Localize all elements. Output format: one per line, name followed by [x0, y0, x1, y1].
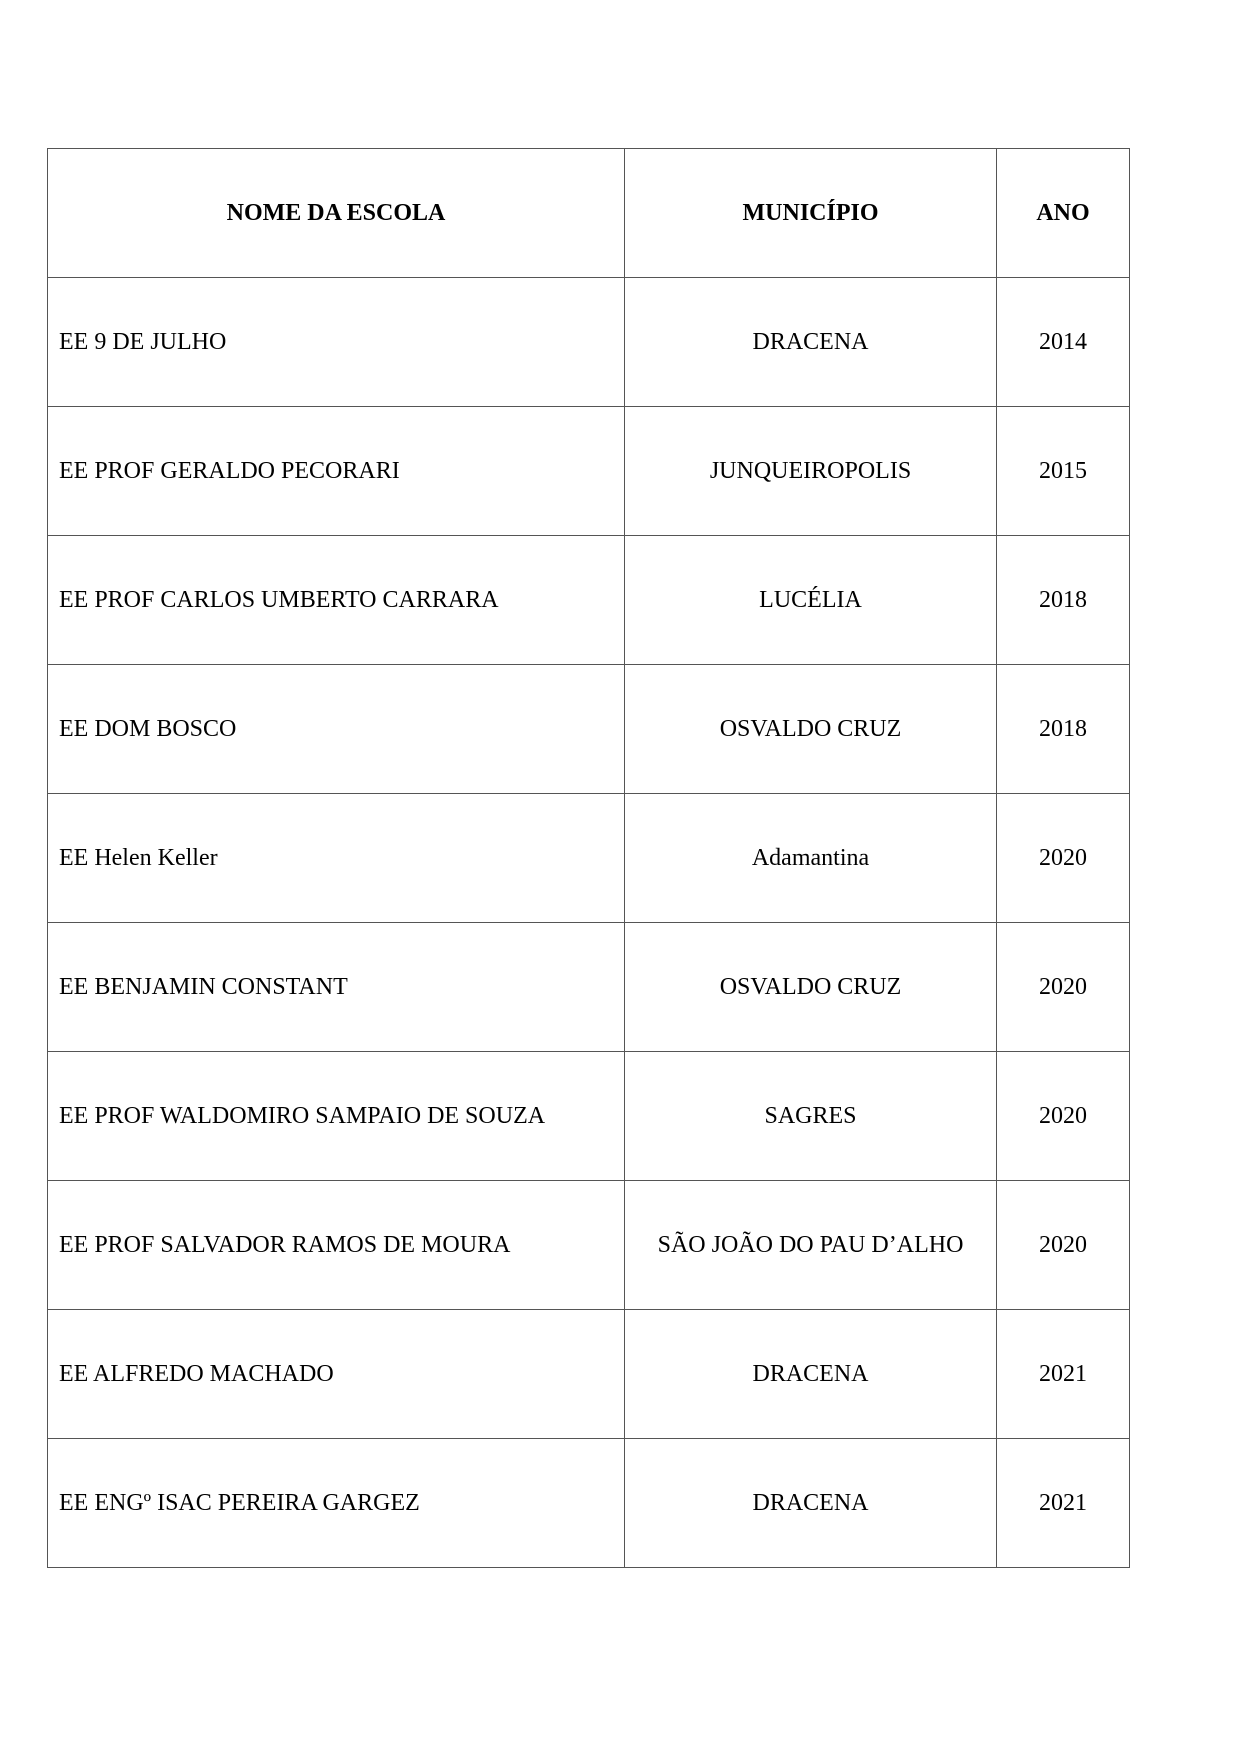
- cell-school-name: EE ALFREDO MACHADO: [48, 1310, 625, 1439]
- table-row: [48, 1052, 1130, 1181]
- cell-municipality: JUNQUEIROPOLIS: [625, 407, 997, 536]
- cell-school-name: EE DOM BOSCO: [48, 665, 625, 794]
- cell-year: 2020: [997, 923, 1130, 1052]
- table-row: [48, 407, 1130, 536]
- table-row: [48, 278, 1130, 407]
- cell-school-name: EE BENJAMIN CONSTANT: [48, 923, 625, 1052]
- cell-school-name: EE ENGº ISAC PEREIRA GARGEZ: [48, 1439, 625, 1568]
- cell-year: 2020: [997, 794, 1130, 923]
- table-row: [48, 923, 1130, 1052]
- cell-year: 2015: [997, 407, 1130, 536]
- cell-school-name: EE PROF GERALDO PECORARI: [48, 407, 625, 536]
- table-row: [48, 1310, 1130, 1439]
- header-municipality: MUNICÍPIO: [625, 149, 997, 278]
- document-page: [47, 148, 1130, 1568]
- cell-municipality: LUCÉLIA: [625, 536, 997, 665]
- cell-year: 2020: [997, 1181, 1130, 1310]
- table-row: [48, 794, 1130, 923]
- table-row: [48, 536, 1130, 665]
- cell-school-name: EE PROF CARLOS UMBERTO CARRARA: [48, 536, 625, 665]
- cell-year: 2018: [997, 536, 1130, 665]
- cell-municipality: Adamantina: [625, 794, 997, 923]
- cell-municipality: DRACENA: [625, 278, 997, 407]
- cell-year: 2020: [997, 1052, 1130, 1181]
- cell-municipality: DRACENA: [625, 1439, 997, 1568]
- cell-municipality: SAGRES: [625, 1052, 997, 1181]
- cell-school-name: EE PROF SALVADOR RAMOS DE MOURA: [48, 1181, 625, 1310]
- cell-municipality: SÃO JOÃO DO PAU D’ALHO: [625, 1181, 997, 1310]
- cell-municipality: OSVALDO CRUZ: [625, 665, 997, 794]
- cell-school-name: EE PROF WALDOMIRO SAMPAIO DE SOUZA: [48, 1052, 625, 1181]
- cell-school-name: EE 9 DE JULHO: [48, 278, 625, 407]
- cell-school-name: EE Helen Keller: [48, 794, 625, 923]
- header-school-name: NOME DA ESCOLA: [48, 149, 625, 278]
- cell-year: 2014: [997, 278, 1130, 407]
- table-row: [48, 1439, 1130, 1568]
- schools-table: [47, 148, 1130, 1568]
- cell-municipality: DRACENA: [625, 1310, 997, 1439]
- cell-year: 2021: [997, 1439, 1130, 1568]
- table-row: [48, 665, 1130, 794]
- table-row: [48, 1181, 1130, 1310]
- table-header-row: [48, 149, 1130, 278]
- cell-municipality: OSVALDO CRUZ: [625, 923, 997, 1052]
- header-year: ANO: [997, 149, 1130, 278]
- cell-year: 2018: [997, 665, 1130, 794]
- cell-year: 2021: [997, 1310, 1130, 1439]
